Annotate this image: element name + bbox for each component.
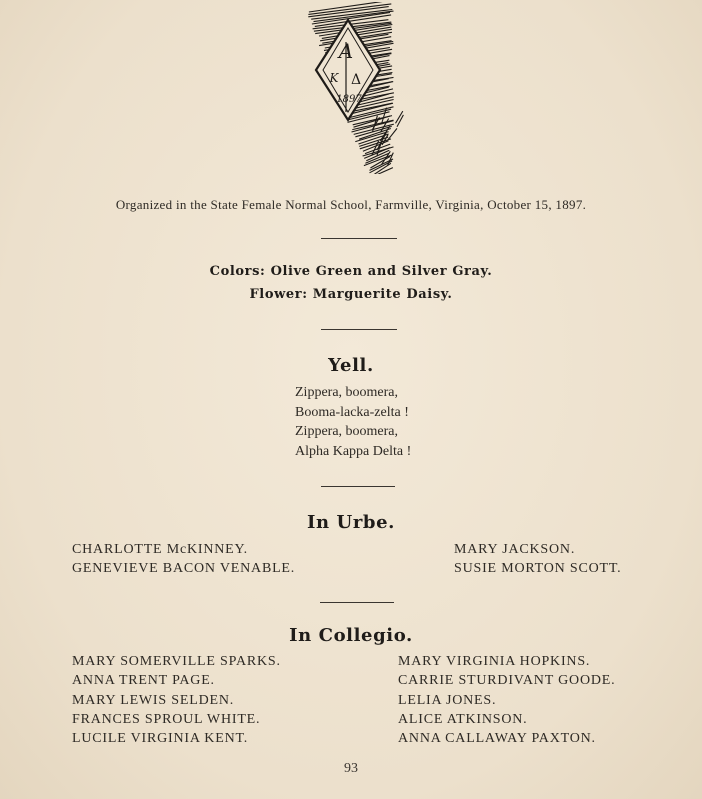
member-name: GENEVIEVE BACON VENABLE. bbox=[72, 561, 296, 577]
in-collegio-title: In Collegio. bbox=[289, 625, 413, 646]
yell-line: Booma-lacka-zelta ! bbox=[295, 404, 409, 420]
member-name: CHARLOTTE McKINNEY. bbox=[72, 542, 248, 557]
member-name: MARY JACKSON. bbox=[454, 542, 576, 557]
emblem-letter-delta: Δ bbox=[350, 72, 362, 88]
member-name: ANNA TRENT PAGE. bbox=[72, 673, 215, 689]
member-name: LUCILE VIRGINIA KENT. bbox=[72, 731, 249, 747]
member-name: LELIA JONES. bbox=[398, 692, 497, 708]
member-name: MARY VIRGINIA HOPKINS. bbox=[398, 654, 591, 669]
yell-line: Zippera, boomera, bbox=[295, 424, 399, 439]
organized-statement: Organized in the State Female Normal School, Farmville, Virginia, October 15, 1897. bbox=[115, 197, 587, 212]
emblem-letter-k: K bbox=[329, 71, 339, 85]
yell-line: Alpha Kappa Delta ! bbox=[295, 443, 412, 459]
yell-line: Zippera, boomera, bbox=[295, 385, 399, 400]
emblem-year: 1897 bbox=[336, 94, 362, 105]
member-name: FRANCES SPROUL WHITE. bbox=[72, 711, 261, 727]
yell-title: Yell. bbox=[328, 355, 374, 376]
member-name: MARY SOMERVILLE SPARKS. bbox=[72, 654, 281, 669]
in-urbe-right-column bbox=[454, 540, 621, 579]
in-urbe-title: In Urbe. bbox=[306, 512, 396, 533]
in-urbe-left-column bbox=[72, 540, 295, 579]
sorority-emblem-icon bbox=[300, 2, 410, 174]
emblem-letter-a: A bbox=[338, 39, 354, 63]
member-name: CARRIE STURDIVANT GOODE. bbox=[398, 673, 616, 689]
divider-rule-3 bbox=[321, 486, 395, 487]
in-collegio-left-column bbox=[72, 652, 281, 748]
member-name: MARY LEWIS SELDEN. bbox=[72, 692, 235, 708]
in-collegio-right-column bbox=[398, 652, 615, 748]
member-name: SUSIE MORTON SCOTT. bbox=[454, 561, 622, 577]
divider-rule-1 bbox=[321, 238, 397, 239]
flower-line: Flower: Marguerite Daisy. bbox=[249, 287, 453, 302]
member-name: ALICE ATKINSON. bbox=[398, 711, 528, 727]
page-number: 93 bbox=[344, 761, 358, 776]
colors-line: Colors: Olive Green and Silver Gray. bbox=[209, 264, 493, 279]
divider-rule-2 bbox=[321, 329, 397, 330]
member-name: ANNA CALLAWAY PAXTON. bbox=[398, 731, 596, 747]
yell-verse bbox=[295, 383, 411, 461]
divider-rule-4 bbox=[320, 602, 394, 603]
